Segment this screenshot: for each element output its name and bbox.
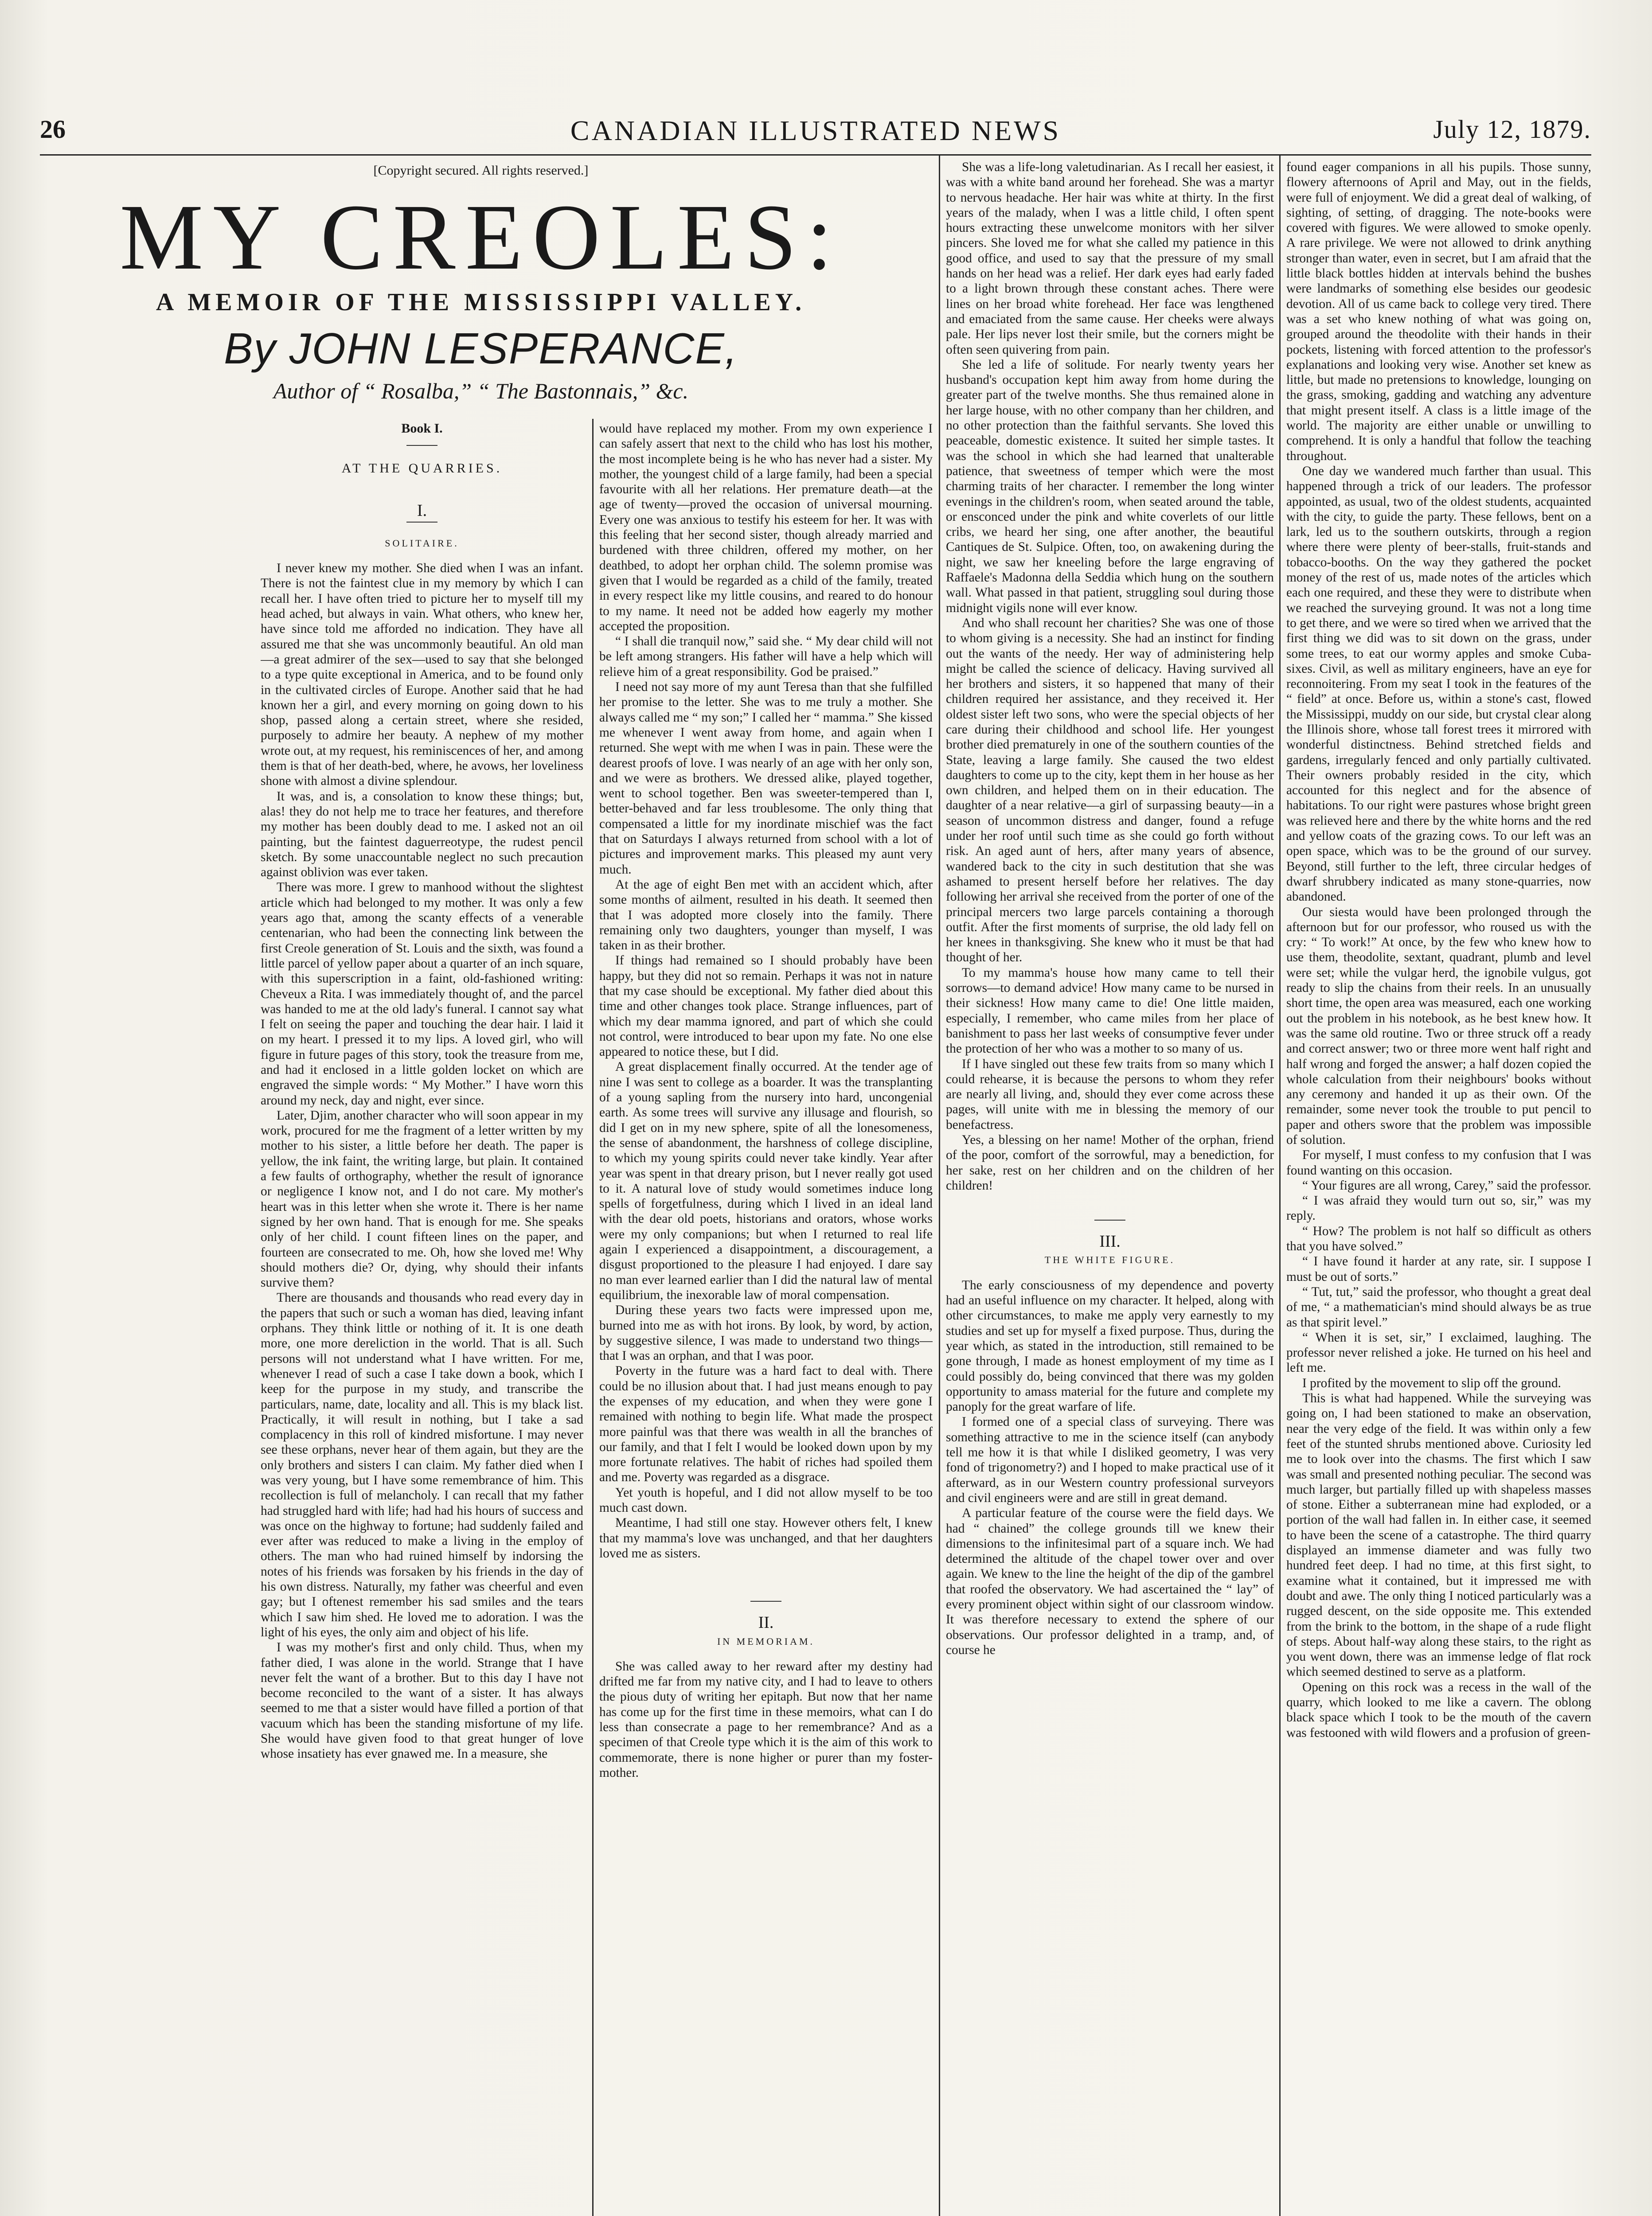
paragraph: For myself, I must confess to my confusion that I was found wanting on this occasion. [1286,1148,1591,1178]
column-4 [1286,160,1591,2216]
paragraph: “ I have found it harder at any rate, sir. I suppose I must be out of sorts.” [1286,1254,1591,1284]
article-subtitle: A MEMOIR OF THE MISSISSIPPI VALLEY. [156,289,806,316]
paragraph: I was my mother's first and only child. Thus, when my father died, I was alone in the world. Strange that I have never felt the want of a brother. But to this day I have not become reconciled to the want of a sister. It has always seemed to me that a sister would have filled a portion of that vacuum which has been the standing misfortune of my life. She would have given food to that great hunger of love whose insatiety has ever gnawed me. In a measure, she [261,1640,583,1761]
paragraph: If I have singled out these few traits from so many which I could rehearse, it is because the persons to whom they refer are nearly all living, and, should they ever come across these pages, will unite with me in blessing the memory of our benefactress. [946,1057,1274,1132]
paragraph: She was a life-long valetudinarian. As I recall her easiest, it was with a white band around her forehead. She was a martyr to nervous headache. Her hair was white at thirty. In the first years of the malady, when I was a little child, I often spent hours extracting these unwelcome monitors with her silver pincers. She loved me for what she called my patience in this good office, and used to say that the pressure of my small hands on her head was a relief. Her dark eyes had early faded to a light brown through these constant aches. There were lines on her broad white forehead. Her face was lengthened and emaciated from the same cause. Her cheeks were always pale. Her lips never lost their smile, but the corners might be often seen quivering from pain. [946,160,1274,357]
article-title: MY CREOLES: [120,185,842,289]
chapter-numeral: I. [417,501,427,520]
chapter-numeral: II. [758,1613,774,1632]
section-rule [750,1601,781,1602]
paragraph: There was more. I grew to manhood without the slightest article which had belonged to my mother. It was only a few years ago that, among the scanty effects of a venerable centenarian, who had been the connecting link between the first Creole generation of St. Louis and the sixth, was found a little parcel of yellow paper about a quarter of an inch square, with this superscription in a faint, old-fashioned writing: Cheveux a Rita. I was immediately thought of, and the parcel was handed to me at the old lady's funeral. I cannot say what I felt on seeing the paper and touching the dear hair. I laid it on my heart. I pressed it to my lips. A loved girl, who will figure in future pages of this story, took the treasure from me, and had it enclosed in a little golden locket on which are engraved the simple words: “ My Mother.” I have worn this around my neck, day and night, ever since. [261,880,583,1108]
issue-date: July 12, 1879. [1433,115,1591,144]
column-divider [592,419,594,2216]
masthead [40,114,1591,150]
paragraph: During these years two facts were impressed upon me, burned into me as with hot irons. By look, by word, by action, by suggestive silence, I was made to understand two things—that I was an orphan, and that I was poor. [599,1303,933,1363]
newspaper-name: CANADIAN ILLUSTRATED NEWS [570,115,1061,146]
section-rule [1094,1220,1125,1221]
paragraph: Opening on this rock was a recess in the wall of the quarry, which looked to me like a cavern. The oblong black space which I took to be the mouth of the cavern was festooned with wild flowers and a profusion of green- [1286,1680,1591,1740]
paragraph: A great displacement finally occurred. At the tender age of nine I was sent to college as a boarder. It was the transplanting of a young sapling from the nursery into hard, uncongenial earth. As some trees will survive any illusage and flourish, so did I get on in my new sphere, spite of all the lonesomeness, the sense of abandonment, the harshness of college discipline, to which my young spirits could never take kindly. Year after year was spent in that dreary prison, but I never really got used to it. A natural love of study would sometimes induce long spells of forgetfulness, during which I lived in an ideal land with the dear old poets, historians and orators, whose works were my only companions; but when I returned to real life again I experienced a disappointment, a discouragement, a disgust proportioned to the pleasure I had enjoyed. I dare say no man ever learned earlier than I did the natural law of mental equilibrium, the inexorable law of moral compensation. [599,1060,933,1302]
copyright-notice: [Copyright secured. All rights reserved.] [373,163,589,178]
chapter-numeral: III. [1099,1232,1121,1251]
paragraph: At the age of eight Ben met with an accident which, after some months of ailment, resulted in his death. It seemed then that I was adopted more closely into the family. There remaining only two daughters, younger than myself, I was taken in as their brother. [599,877,933,953]
column-divider [1279,155,1281,2216]
paragraph: This is what had happened. While the surveying was going on, I had been stationed to make an observation, near the very edge of the field. It was within only a few feet of the stunted shrubs mentioned above. Curiosity led me to look over into the chasms. The first which I saw was small and presented nothing peculiar. The second was much larger, but partially filled up with shapeless masses of stone. Either a subterranean mine had exploded, or a portion of the wall had fallen in. In either case, it seemed to have been the scene of a catastrophe. The third quarry displayed an immense diameter and was fully two hundred feet deep. I had no time, at this first sight, to examine what it contained, but it impressed me with doubt and awe. The only thing I noticed particularly was a rugged descent, on the side opposite me. This extended from the brink to the bottom, in the shape of a rude flight of steps. About half-way along these stairs, to the right as you went down, there was an immense ledge of flat rock which seemed destined to serve as a platform. [1286,1391,1591,1679]
paragraph: And who shall recount her charities? She was one of those to whom giving is a necessity. She had an instinct for finding out the wants of the needy. Her way of administering help might be called the science of delicacy. Having survived all her brothers and sisters, it so happened that many of their children required her assistance, and they received it. Her oldest sister left two sons, who were the special objects of her care during their childhood and school life. Her youngest brother died prematurely in one of the southern counties of the State, leaving a large family. She caused the two eldest daughters to come up to the city, kept them in her house as her own children, and helped them on in their education. The daughter of a near relative—a girl of surpassing beauty—in a season of uncommon distress and danger, found a refuge under her roof until such time as she could go forth without risk. An aged aunt of hers, after many years of absence, wandered back to the city in such destitution that she was ashamed to present herself before her relatives. The day following her arrival she received from the porter of one of the principal mercers two large parcels containing a thorough outfit. After the first moments of surprise, the old lady fell on her knees in thanksgiving. She knew who it must be that had thought of her. [946,616,1274,965]
paragraph: She was called away to her reward after my destiny had drifted me far from my native city, and I had to leave to others the pious duty of writing her epitaph. But now that her name has come up for the first time in these memoirs, what can I do less than consecrate a page to her remembrance? And as a specimen of that Creole type which it is the aim of this work to commemorate, there is none higher or purer than my foster-mother. [599,1659,933,1780]
paragraph: I never knew my mother. She died when I was an infant. There is not the faintest clue in my memory by which I can recall her. I have often tried to picture her to myself till my head ached, but always in vain. What others, who knew her, have since told me afforded no indication. They have all assured me that she was uncommonly beautiful. An old man—a great admirer of the sex—used to say that she belonged to a type quite exceptional in America, and to be found only in the cultivated circles of Europe. Another said that he had known her a girl, and every morning on going down to his shop, passed along a certain street, where she resided, purposely to admire her beauty. A nephew of my mother wrote out, at my request, his reminiscences of her, and among them is that of her death-bed, where, he avows, her loveliness shone with almost a divine splendour. [261,561,583,788]
page-number: 26 [40,115,66,144]
paragraph: would have replaced my mother. From my own experience I can safely assert that next to the child who has lost his mother, the most incomplete being is he who has never had a sister. My mother, the youngest child of a large family, had been a special favourite with all her relations. Her premature death—at the age of twenty—proved the occasion of universal mourning. Every one was anxious to testify his esteem for her. It was with this feeling that her second sister, though already married and burdened with three children, offered my mother, on her deathbed, to adopt her orphan child. The solemn promise was given that I would be regarded as a child of the family, treated in every respect like my little cousins, and reared to do honour to my name. It need not be added how eagerly my mother accepted the proposition. [599,421,933,633]
paragraph: Yet youth is hopeful, and I did not allow myself to be too much cast down. [599,1485,933,1515]
section-rule [406,445,437,446]
paragraph: I formed one of a special class of surveying. There was something attractive to me in the science itself (can anybody tell me how it is that while I disliked geometry, I was very fond of trigonometry?) and I hoped to make practical use of it afterward, as in our Western country professional surveyors and civil engineers were and are still in great demand. [946,1415,1274,1505]
part-title: AT THE QUARRIES. [341,461,503,476]
author-note: Author of “ Rosalba,” “ The Bastonnais,” &c. [273,378,689,403]
paragraph: One day we wandered much farther than usual. This happened through a trick of our leaders. The professor appointed, as usual, two of the oldest students, acquainted with the city, to guide the party. These fellows, bent on a lark, led us to the southern outskirts, through a region where there were plenty of beer-stalls, fruit-stands and tobacco-booths. On the way they gathered the pocket money of the rest of us, made notes of the articles which each one required, and these they were to distribute when we reached the surveying ground. It was not a long time to get there, and we were so tired when we arrived that the first thing we did was to sit down on the grass, under some trees, to eat our wormy apples and smoke Cuba-sixes. Civil, as well as military engineers, have an eye for reconnoitering. From my seat I took in the features of the “ field” at once. Before us, within a stone's cast, flowed the Mississippi, muddy on our side, but crystal clear along the Illinois shore, whose tall forest trees it mirrored with wonderful distinctness. Behind stretched fields and gardens, irregularly fenced and only partially cultivated. Their owners probably resided in the city, which accounted for this neglect and for the absence of habitations. To our right were pastures whose bright green was relieved here and there by the white horns and the red and yellow coats of the grazing cows. To our left was an open space, which was to be the ground of our survey. Beyond, still further to the left, three circular hedges of dwarf shrubbery indicated as many stone-quarries, now abandoned. [1286,464,1591,904]
column-1 [261,421,583,2216]
byline: By JOHN LESPERANCE, [224,324,738,373]
paragraph: “ When it is set, sir,” I exclaimed, laughing. The professor never relished a joke. He turned on his heel and left me. [1286,1330,1591,1375]
paragraph: A particular feature of the course were the field days. We had “ chained” the college grounds till we knew their dimensions to the infinitesimal part of a square inch. We had determined the altitude of the chapel tower over and over again. We knew to the line the height of the dip of the gambrel that roofed the observatory. We had ascertained the “ lay” of every prominent object within sight of our classroom window. It was therefore necessary to extend the sphere of our observations. Our professor delighted in a tramp, and, of course he [946,1506,1274,1657]
chapter-subtitle: SOLITAIRE. [385,537,459,549]
paragraph: I need not say more of my aunt Teresa than that she fulfilled her promise to the letter. She was to me truly a mother. She always called me “ my son;” I called her “ mamma.” She kissed me whenever I went away from home, and again when I returned. She wept with me when I was in pain. These were the dearest proofs of love. I was nearly of an age with her only son, and we were as brothers. We dressed alike, played together, went to school together. Ben was sweeter-tempered than I, better-behaved and far less troublesome. The only thing that compensated a little for my inordinate mischief was the fact that on Saturdays I always returned from school with a lot of pictures and improvement marks. This pleased my aunt very much. [599,680,933,877]
paragraph: “ How? The problem is not half so difficult as others that you have solved.” [1286,1224,1591,1254]
paragraph: “ I was afraid they would turn out so, sir,” was my reply. [1286,1194,1591,1223]
column-2 [599,421,933,2216]
paragraph: She led a life of solitude. For nearly twenty years her husband's occupation kept him away from home during the greater part of the twelve months. She thus remained alone in her large house, with no other company than her children, and no other protection than the faithful servants. She loved this peaceable, domestic existence. It suited her simple tastes. It was the school in which she had learned that unalterable patience, that sweetness of temper which were the most charming traits of her character. I remember the long winter evenings in the children's room, when seated around the table, or ensconced under the pink and white coverlets of our little cribs, we heard her sing, one after another, the beautiful Cantiques de St. Sulpice. Often, too, on awakening during the night, we saw her kneeling before the large engraving of Raffaele's Madonna della Seddia which hung on the southern wall. What passed in that patient, struggling soul during those midnight vigils none will ever know. [946,357,1274,615]
chapter-subtitle: IN MEMORIAM. [717,1635,815,1647]
article-title-block [53,160,909,404]
paragraph: Poverty in the future was a hard fact to deal with. There could be no illusion about that. I had just means enough to pay the expenses of my education, and when they were gone I remained with nothing to begin life. What made the prospect more painful was that there was wealth in all the branches of our family, and that I felt I would be looked down upon by my more fortunate relatives. The habit of riches had spoiled them and me. Poverty was regarded as a disgrace. [599,1364,933,1485]
paragraph: The early consciousness of my dependence and poverty had an useful influence on my character. It helped, along with other circumstances, to make me apply very earnestly to my studies and set up for myself a fixed purpose. Thus, during the year which, as stated in the introduction, still remained to be gone through, I made as honest employment of my time as I could possibly do, being convinced that there was my golden opportunity to amass material for the future and complete my panoply for the great warfare of life. [946,1278,1274,1414]
paragraph: If things had remained so I should probably have been happy, but they did not so remain. Perhaps it was not in nature that my case should be exceptional. My father died about this time and other changes took place. Strange influences, part of which my dear mamma ignored, and part of which she could not control, were introduced to bear upon my fate. No one else appeared to notice these, but I did. [599,953,933,1059]
paragraph: found eager companions in all his pupils. Those sunny, flowery afternoons of April and May, out in the fields, were full of enjoyment. We did a great deal of walking, of sighting, of setting, of dragging. The note-books were covered with figures. We were allowed to smoke openly. A rare privilege. We were not allowed to drink anything stronger than water, even in secret, but I am afraid that the little black bottles hidden at intervals behind the bushes were landmarks of something else besides our geodesic devotion. All of us came back to college very tired. There was a set who knew nothing of what was going on, grouped around the theodolite with their hands in their pockets, listening with forced attention to the professor's explanations and looking very wise. Another set knew as little, but made no pretensions to knowledge, lounging on the grass, smoking, gadding and watching any adventure that might present itself. A class is a little image of the world. The majority are either unable or unwilling to comprehend. It is only a handful that follow the teaching throughout. [1286,160,1591,463]
paragraph: To my mamma's house how many came to tell their sorrows—to demand advice! How many came to be nursed in their sickness! How many came to die! One little maiden, especially, I remember, who came miles from her place of banishment to pass her last weeks of consumptive fever under the protection of her who was a mother to so many of us. [946,965,1274,1056]
paragraph: It was, and is, a consolation to know these things; but, alas! they do not help me to trace her features, and therefore my mother has been doubly dead to me. I asked not an oil painting, but the faintest daguerreotype, the rudest pencil sketch. By some unaccountable neglect no such precaution against oblivion was ever taken. [261,789,583,880]
paragraph: “ Tut, tut,” said the professor, who thought a great deal of me, “ a mathematician's mind should always be as true as that spirit level.” [1286,1284,1591,1330]
masthead-rule [40,154,1591,156]
book-label: Book I. [401,421,443,436]
column-divider [939,155,940,2216]
paragraph: There are thousands and thousands who read every day in the papers that such or such a woman has died, leaving infant orphans. They think little or nothing of it. It is one death more, one more dereliction in the world. That is all. Such persons will not understand what I have written. For me, whenever I read of such a case I take down a book, which I keep for the purpose in my study, and transcribe the particulars, name, date, locality and all. This is my black list. Practically, it will result in nothing, but I take a sad complacency in this roll of kindred misfortune. I may never see these orphans, never hear of them again, but they are the only brothers and sisters I can claim. My father died when I was very young, but I have some remembrance of him. This recollection is full of melancholy. I can recall that my father had struggled hard with life; had had his hours of success and was once on the highway to fortune; had suddenly failed and ever after was reduced to make a living in the employ of others. The man who had ruined himself by indorsing the notes of his friends was forsaken by his friends in the day of his own distress. Naturally, my father was cheerful and even gay; but I oftenest remember his sad smiles and the tears which I saw him shed. He loved me to adoration. I was the light of his eyes, the only aim and object of his life. [261,1291,583,1639]
chapter-subtitle: THE WHITE FIGURE. [1044,1254,1176,1266]
paragraph: Our siesta would have been prolonged through the afternoon but for our professor, who roused us with the cry: “ To work!” At once, by the few who knew how to use them, theodolite, sextant, quadrant, plumb and level were set; while the vulgar herd, the ignobile vulgus, got ready to slip the chains from their reels. In an unusually short time, the open area was measured, each one working out the problem in his notebook, as he best knew how. It was the same old routine. Two or three struck off a ready and correct answer; two or three more went half right and half wrong and forged the answer; a half dozen copied the whole calculation from their neighbours' books without any ceremony and handed it up as their own. Of the remainder, some never took the trouble to put pencil to paper and others swore that the problem was impossible of solution. [1286,905,1591,1147]
paragraph: Meantime, I had still one stay. However others felt, I knew that my mamma's love was unchanged, and that her daughters loved me as sisters. [599,1516,933,1561]
paragraph: I profited by the movement to slip off the ground. [1302,1376,1561,1390]
paragraph: “ I shall die tranquil now,” said she. “ My dear child will not be left among strangers. His father will have a help which will relieve him of a great responsibility. God be praised.” [599,634,933,679]
paragraph: Yes, a blessing on her name! Mother of the orphan, friend of the poor, comfort of the sorrowful, may a benediction, for her sake, rest on her children and on the children of her children! [946,1133,1274,1193]
paragraph: Later, Djim, another character who will soon appear in my work, procured for me the fragment of a letter written by my mother to his sister, a little before her death. The paper is yellow, the ink faint, the writing large, but plain. It contained a few faults of orthography, whether the result of ignorance or negligence I know not, and I do not care. My mother's heart was in this letter when she wrote it. There is her name signed by her own hand. That is enough for me. She speaks only of her child. I count fifteen lines on the paper, and fourteen are consecrated to me. Oh, how she loved me! Why should mothers die? Or, dying, why should their infants survive them? [261,1108,583,1290]
section-rule [406,522,437,523]
column-3 [946,160,1274,2216]
paragraph: “ Your figures are all wrong, Carey,” said the professor. [1302,1178,1591,1193]
